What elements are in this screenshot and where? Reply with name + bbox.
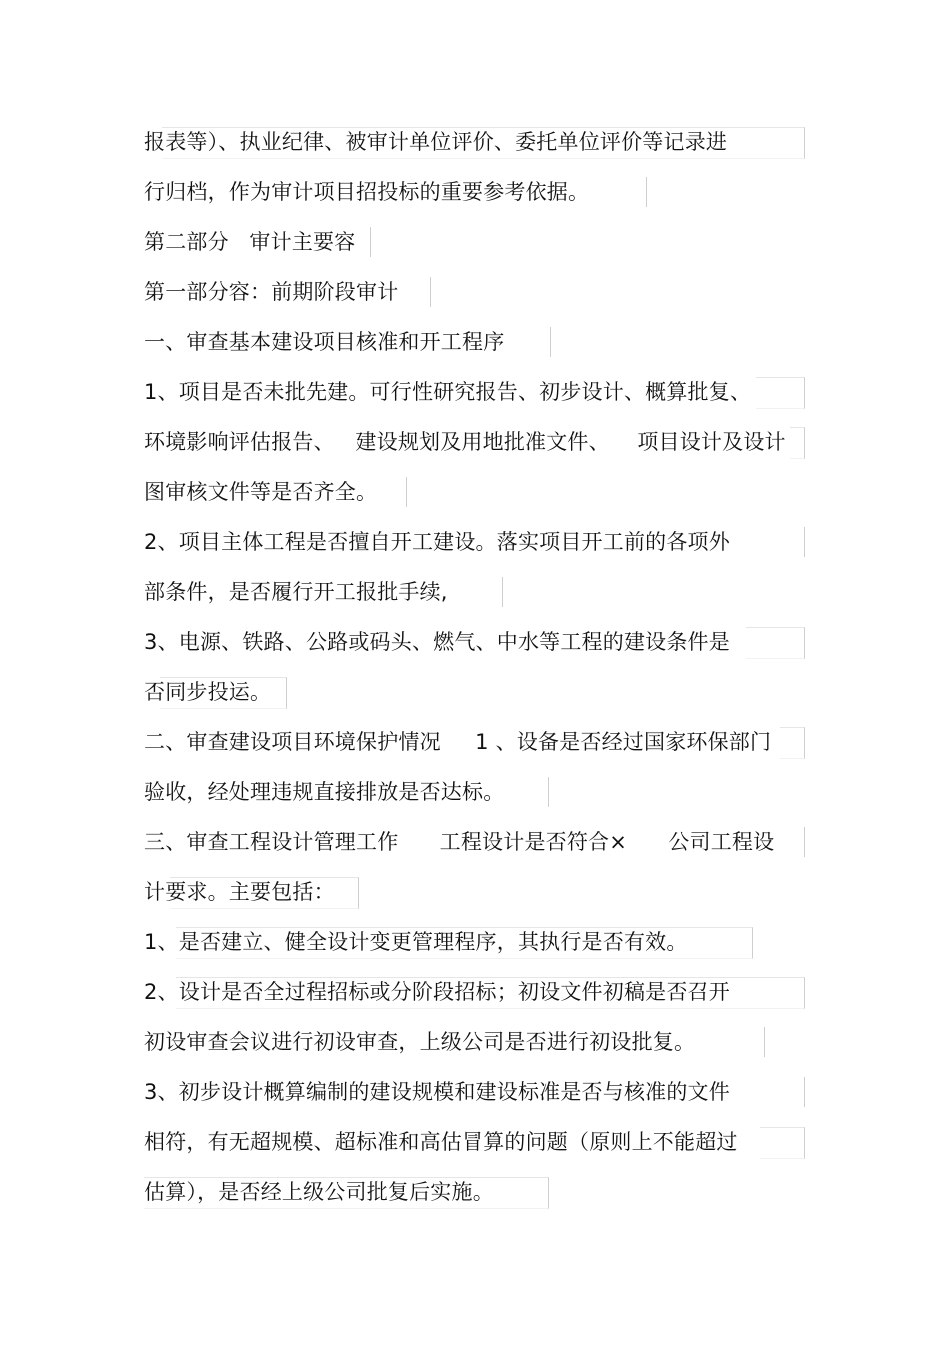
- line-frame: [760, 1127, 805, 1159]
- line-frame: [456, 577, 503, 607]
- text-line: 3、初步设计概算编制的建设规模和建设标准是否与核准的文件: [144, 1080, 730, 1104]
- line-frame: [600, 177, 647, 207]
- text-line: 估算），是否经上级公司批复后实施。: [144, 1180, 494, 1204]
- text-line: 2、项目主体工程是否擅自开工建设。落实项目开工前的各项外: [144, 530, 730, 554]
- text-line: 报表等）、执业纪律、被审计单位评价、委托单位评价等记录进: [144, 130, 728, 154]
- text-line: 3、电源、铁路、公路或码头、燃气、中水等工程的建设条件是: [144, 630, 730, 654]
- text-line: 部条件，是否履行开工报批手续,: [144, 580, 448, 604]
- text-line: 1、是否建立、健全设计变更管理程序，其执行是否有效。: [144, 930, 688, 954]
- line-frame: [514, 327, 551, 357]
- line-frame: [746, 527, 805, 557]
- line-frame: [794, 827, 805, 857]
- line-frame: [746, 1077, 805, 1107]
- line-frame: [360, 227, 371, 257]
- line-frame: [404, 277, 431, 307]
- subsection-heading: 一、审查基本建设项目核准和开工程序: [144, 330, 505, 354]
- subsection-heading: 三、审查工程设计管理工作 工程设计是否符合× 公司工程设: [144, 830, 775, 854]
- section-heading: 第一部分容：前期阶段审计: [144, 280, 399, 304]
- text-line: 计要求。主要包括：: [144, 880, 335, 904]
- text-line: 初设审查会议进行初设审查，上级公司是否进行初设批复。: [144, 1030, 696, 1054]
- text-line: 验收，经处理违规直接排放是否达标。: [144, 780, 505, 804]
- text-line: 图审核文件等是否齐全。: [144, 480, 378, 504]
- text-line: 2、设计是否全过程招标或分阶段招标；初设文件初稿是否召开: [144, 980, 730, 1004]
- line-frame: [706, 1027, 765, 1057]
- line-frame: [790, 427, 805, 459]
- line-frame: [780, 727, 805, 759]
- subsection-heading: 二、审查建设项目环境保护情况 1 、设备是否经过国家环保部门: [144, 730, 772, 754]
- line-frame: [506, 777, 549, 807]
- text-line: 环境影响评估报告、 建设规划及用地批准文件、 项目设计及设计: [144, 430, 786, 454]
- line-frame: [746, 627, 805, 659]
- text-line: 行归档，作为审计项目招投标的重要参考依据。: [144, 180, 590, 204]
- text-line: 相符，有无超规模、超标准和高估冒算的问题（原则上不能超过: [144, 1130, 738, 1154]
- section-heading: 第二部分 审计主要容: [144, 230, 356, 254]
- text-line: 1、项目是否未批先建。可行性研究报告、初步设计、概算批复、: [144, 380, 752, 404]
- line-frame: [756, 377, 805, 409]
- text-line: 否同步投运。: [144, 680, 272, 704]
- line-frame: [374, 477, 407, 507]
